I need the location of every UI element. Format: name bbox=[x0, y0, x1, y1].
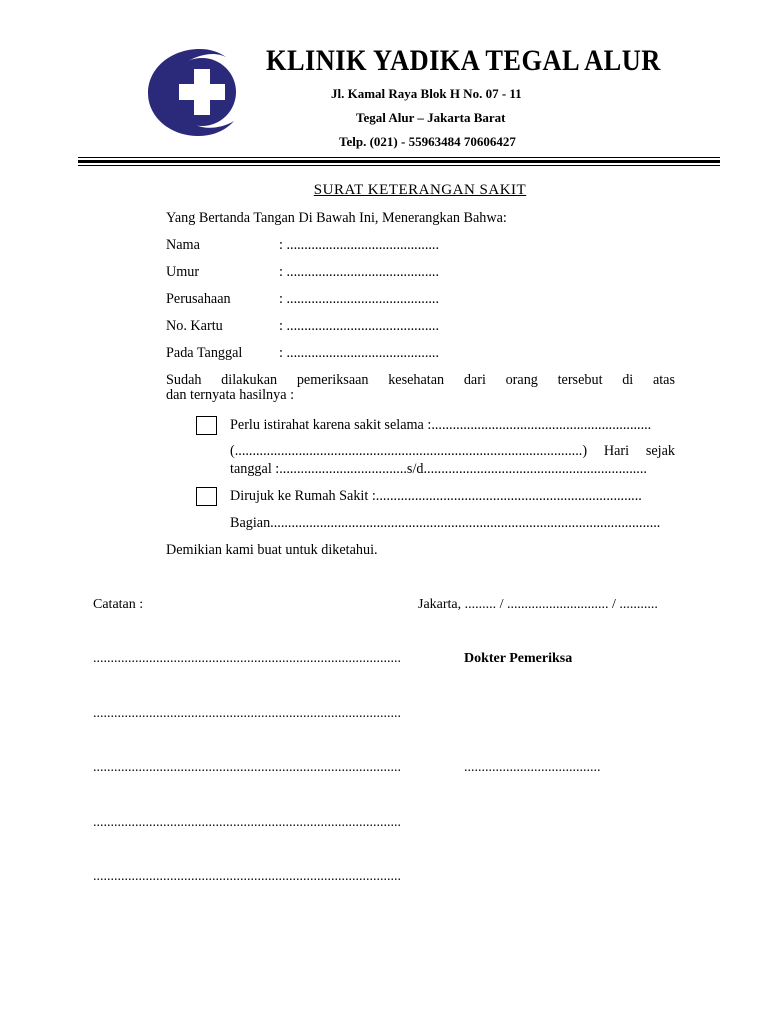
field-label-perusahaan: Perusahaan bbox=[166, 291, 231, 307]
closing-text: Demikian kami buat untuk diketahui. bbox=[166, 542, 378, 558]
referral-line2: Bagian.............................................................................................................. bbox=[230, 515, 661, 531]
clinic-logo bbox=[148, 47, 240, 137]
referral-checkbox[interactable] bbox=[196, 487, 217, 506]
exam-paragraph-line1: Sudah dilakukan pemeriksaan kesehatan dari orang tersebut di atas bbox=[166, 372, 675, 388]
field-value-nama: : ........................................... bbox=[279, 237, 440, 253]
field-value-no-kartu: : ........................................... bbox=[279, 318, 440, 334]
clinic-address-line2: Tegal Alur – Jakarta Barat bbox=[356, 110, 506, 125]
notes-line: ........................................................................................ bbox=[93, 760, 401, 775]
clinic-address-line1: Jl. Kamal Raya Blok H No. 07 - 11 bbox=[331, 86, 522, 101]
field-value-pada-tanggal: : ........................................... bbox=[279, 345, 440, 361]
field-label-nama: Nama bbox=[166, 237, 200, 253]
header-rule-bottom bbox=[78, 165, 720, 166]
rest-checkbox[interactable] bbox=[196, 416, 217, 435]
rest-line1: Perlu istirahat karena sakit selama :.............................................................. bbox=[230, 417, 652, 433]
field-label-pada-tanggal: Pada Tanggal bbox=[166, 345, 243, 361]
notes-line: ........................................................................................ bbox=[93, 869, 401, 884]
field-label-umur: Umur bbox=[166, 264, 200, 280]
intro-text: Yang Bertanda Tangan Di Bawah Ini, Menerangkan Bahwa: bbox=[166, 210, 507, 226]
place-date: Jakarta, ......... / ............................. / ........... bbox=[418, 597, 658, 612]
notes-label: Catatan : bbox=[93, 597, 144, 612]
field-value-umur: : ........................................... bbox=[279, 264, 440, 280]
field-label-no-kartu: No. Kartu bbox=[166, 318, 223, 334]
notes-line: ........................................................................................ bbox=[93, 815, 401, 830]
clinic-phone: Telp. (021) - 55963484 70606427 bbox=[339, 134, 516, 149]
notes-line: ........................................................................................ bbox=[93, 706, 401, 721]
doctor-role: Dokter Pemeriksa bbox=[464, 651, 573, 666]
document-title: SURAT KETERANGAN SAKIT bbox=[313, 182, 527, 198]
signature-line: ....................................... bbox=[464, 760, 601, 775]
field-value-perusahaan: : ........................................... bbox=[279, 291, 440, 307]
exam-paragraph-line2: dan ternyata hasilnya : bbox=[166, 387, 295, 403]
notes-line: ........................................................................................ bbox=[93, 651, 401, 666]
rest-line3: tanggal :....................................s/d............................................................... bbox=[230, 461, 647, 477]
header-rule-middle bbox=[78, 160, 720, 163]
referral-line1: Dirujuk ke Rumah Sakit :........................................................................... bbox=[230, 488, 642, 504]
header-rule-top bbox=[78, 157, 720, 158]
rest-line2: (..................................................................................................) Hari sejak bbox=[230, 443, 675, 459]
clinic-name: KLINIK YADIKA TEGAL ALUR bbox=[266, 44, 661, 77]
